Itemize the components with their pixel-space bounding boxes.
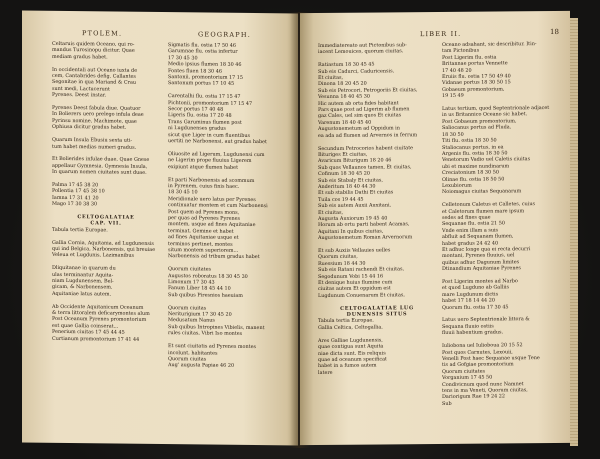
text-line: Avaricum Biturigum 18 20 46 — [318, 157, 392, 165]
text-line: Tabula tertia Europae. — [318, 318, 374, 325]
text-line: 17 40 48 20 — [442, 67, 472, 74]
text-line: Saliocanus portus ad Fluda. — [442, 124, 512, 132]
text-line: Augustos roboratus 18 30 45 30 — [168, 272, 248, 280]
text-line: Ratiastum 18 30 45 45 — [318, 61, 375, 69]
text-line: mandus Turosinopu dicitur. Quae — [52, 47, 135, 55]
right-column-2 — [442, 41, 560, 407]
text-line: Quorum ciuitas — [168, 304, 207, 312]
text-line: Venetorum Vadio uel Caletis ciuitas — [442, 156, 531, 164]
text-line: Meridionale uero latus per Pyrenes — [168, 195, 256, 203]
right-column-1 — [318, 42, 436, 376]
text-line: cem, Cantabrides defig. Callantes — [52, 72, 136, 80]
text-line: In quarum nomen ciuitates sunt duae. — [52, 168, 147, 176]
text-line: Aug' augusta Papiae 46 20 — [168, 362, 235, 370]
text-line: Pyrenes. Deest instar. — [52, 92, 107, 99]
text-line: mediam gradus habet. — [52, 53, 108, 61]
text-line: Ruessium 18 44 30 — [318, 260, 366, 267]
text-line: gicam, & Narbonensem. — [52, 284, 113, 291]
text-line: Cofinum 18 30 45 20 — [318, 170, 370, 178]
text-line: Quorum ciuitas — [168, 355, 207, 363]
text-line: ea ada ad flumen ad Arvernos in ferrum — [318, 131, 418, 139]
text-line: Sequanae flu. ostia 21 50 — [442, 220, 505, 228]
text-line: Aquitaniae latus autem. — [52, 290, 112, 298]
text-line: Palma 17 45 38 20 — [52, 181, 99, 189]
text-line: in Pyrenem, cuius finis haec. — [168, 183, 240, 190]
text-line: Ligeris flu. ostia 17 20 48 — [168, 112, 232, 120]
text-line: gaz Cales, uel sim quos Et ciuitas — [318, 112, 402, 120]
text-line: per quas ad Pyrenes Pyrenes — [168, 215, 241, 222]
text-line: Creciatonium 18 30 50 — [442, 169, 499, 177]
text-line: Dtinandium Aquitaniae Pyrenes — [442, 265, 521, 273]
text-line: niam Lugdunensem, Bel- — [52, 277, 114, 285]
text-line: Celtaruis quidem Oceano, qui ro- — [52, 40, 135, 48]
text-line: CELTOGALATIAE — [77, 214, 135, 221]
text-line: Et Bolierides infulae duae, Quae Gnese — [52, 156, 150, 164]
text-line: Pyrinsu nomine, Machimote, quae — [52, 117, 137, 125]
text-line: Sequana fluuio ostiis — [442, 323, 494, 330]
left-page — [22, 11, 298, 446]
text-line: continuatur montem et cum Narbonensi — [168, 202, 268, 210]
text-line: 17 30 45 30 — [168, 54, 198, 62]
text-line: Oceano adsahant, sic describitur. Itin- — [442, 41, 537, 48]
text-line: montani, Pyrenes fluuius, uel — [442, 252, 515, 260]
text-line: Oliuosite ad Ligerum, Lugdunensi cum — [168, 150, 265, 159]
text-line: ad fines Aquitaniae usque et — [168, 234, 239, 242]
text-line: Lugdunum Conuenarum Et ciuitas, — [318, 292, 405, 299]
text-line: 18 30 45 10 — [168, 189, 198, 196]
text-line: Et sunt ciuitatis ad Pyrenes montes — [168, 343, 257, 351]
text-line: latere — [318, 369, 333, 376]
text-line: tis ad Gofgiae promontorium — [442, 361, 514, 369]
text-line: Secundum Petrocorios habent ciuitate — [318, 144, 414, 152]
text-line: qui ind Belgica, Narbonensis, qui breuiae — [52, 245, 156, 253]
text-line: Staliocanus portus, in ea — [442, 143, 504, 151]
text-line: Segodunum Vobi 15 44 16 — [318, 273, 384, 280]
text-line: Mago 17 30 38 30 — [52, 201, 98, 208]
text-line: Neriturigium 17 30 45 20 — [168, 311, 232, 318]
text-line: Gallia Cornia, Aquitania, ad Lugdunensis — [52, 239, 154, 247]
text-line: Fanum Liber 18 45 44 10 — [168, 285, 231, 293]
left-running-head-right: GEOGRAPH. — [198, 30, 251, 39]
text-line: Bituriges Et ciuitas, — [318, 151, 368, 158]
text-line: Tabula tertia Europae. — [52, 226, 108, 234]
text-line: Gobaeum promontorium, — [442, 86, 505, 93]
text-line: Santonum portus 17 10 45 — [168, 80, 235, 88]
text-line: habet 17 18 14 44 20 — [442, 297, 495, 305]
text-line: Varenum 18 40 45 40 — [318, 119, 372, 126]
left-column-2 — [168, 42, 286, 370]
text-line: uertiti ne Narbonensi, aut gradus habet — [168, 138, 267, 146]
text-line: ulas terminantur Aquita- — [52, 271, 114, 279]
text-line: appellaur Gymnesia. Gymnesia Insula, — [52, 162, 148, 170]
text-line: Lexubiorum — [442, 182, 472, 189]
text-line: et Caletorum flumen mare ipsum — [442, 207, 525, 215]
text-line: sunt medi, Lactucerunt — [52, 85, 110, 93]
text-line: Veleua et Lugdunis, Lazimanibus — [52, 252, 134, 260]
text-line: Dinona 18 20 45 20 — [318, 81, 367, 88]
text-line: 18 30 50 — [442, 131, 464, 138]
text-line: sicut que Liger in cum fluentibus — [168, 131, 251, 139]
text-line: Sub quos Vellaunos tamen, Et ciuitas, — [318, 163, 412, 171]
text-line: Aquitani In quibus ciuitas, — [318, 228, 384, 235]
text-line: Et denique huius flumine cum — [318, 279, 393, 287]
text-line: rules ciuitas, Vibri Iso montes — [168, 330, 243, 338]
text-line: Iuliobona uel Iulioboua 20 15 52 — [442, 342, 523, 350]
text-line: Post quos Carnutes, Lexouii, — [442, 348, 513, 356]
right-page — [300, 11, 570, 445]
text-line: Anderitum 18 40 44 30 — [318, 183, 376, 190]
text-line: Sub eis Stabaly Et ciuitas, — [318, 176, 383, 184]
text-line: quibus adhuc Dagunum limites — [442, 259, 520, 266]
text-line: Pars quae post ad Ligerim ab flumen — [318, 106, 410, 114]
text-line: Post quem ad Pyrenes mons, — [168, 208, 240, 216]
text-line: incolunt, habitantes — [168, 349, 218, 357]
page-number: 18 — [550, 27, 559, 36]
text-line: Garumnae flu. ostia infertur — [168, 48, 238, 56]
text-line: et quod Lugduno ab Galliis — [442, 284, 509, 292]
text-line: Trans Garuminus flumen post — [168, 118, 242, 126]
text-line: tens in ma Veneti, Quorum ciuitas, — [442, 387, 528, 394]
text-line: Latus uero Septentrionale littora & — [442, 316, 530, 324]
text-line: terminos pertinet, montes — [168, 240, 233, 248]
text-line: Sub — [442, 400, 452, 407]
text-line: Venelli Post haec Sequanae usque Tene — [442, 354, 540, 362]
text-line: Medusatum Nanus — [168, 317, 215, 325]
text-line: Iamna 17 31 41 20 — [52, 194, 99, 202]
text-line: Post Ligerim montes ad Narbo — [442, 278, 518, 285]
text-line: Horum ab ortu parti habent Acamas, — [318, 221, 410, 229]
text-line: Quorum ciuitas, — [318, 254, 358, 261]
text-line: exipiunt atque flumen habet — [168, 163, 239, 171]
text-line: Augustonemetum Roman Arvernorum — [318, 234, 413, 242]
text-line: ne Ligerim prope fluuius Ligerem — [168, 157, 252, 165]
text-line: Et sub Auxiis Vellauies uelles — [318, 247, 391, 255]
text-line: Sub eis Cadurci, Caduricensis. — [318, 67, 395, 75]
text-line: quae ad oceanum specificat — [318, 356, 387, 363]
text-line: Dariorigum Rae 19 24 22 — [442, 393, 505, 401]
text-line: Latus tertium, quod Septentrionale adjacet — [442, 105, 550, 113]
text-line: Penerium ciuitas 17 45 44 45 — [52, 329, 125, 336]
text-line: 19 15 49 — [442, 92, 464, 100]
text-line: Fontes fluen 18 30 46 — [168, 67, 222, 75]
text-line: Condivicnum quod nunc Namnet — [442, 380, 524, 388]
text-line: Vesunna 18 40 45 30 — [318, 93, 370, 101]
text-line: CELTOGALATIAE LUG — [340, 304, 414, 312]
left-running-head: PTOLEM. — [82, 29, 123, 38]
text-line: Et parti Narbonensis ad scommum — [168, 176, 255, 184]
text-line: Sub eis autem Auxii Auxitani, — [318, 202, 392, 210]
text-line: In occidentali aut Oceano iuxta de — [52, 66, 138, 74]
open-book — [22, 12, 578, 450]
text-line: CAP. VII. — [90, 220, 122, 227]
text-line: quae contigua sunt Aquita — [318, 343, 384, 351]
text-line: Sub eis Petrocori, Petrogoriis Et ciuitas, — [318, 86, 418, 94]
text-line: Eruiis flu. ostia 17 50 49 40 — [442, 73, 511, 80]
text-line: In Bolierers uero prelego infula deae — [52, 111, 144, 119]
text-line: Et ciuitas, — [318, 74, 344, 82]
text-line: ni Lugdunenses gradus — [168, 125, 226, 132]
text-line: Ophiusa dicitur gradus habet. — [52, 124, 127, 131]
text-line: Quarum Insula Ebusiu sexta uti- — [52, 136, 133, 144]
text-line: Noiomagus ciuitas Sequanarum — [442, 188, 522, 196]
text-line: montem, usque ad fines Aquitaniae — [168, 221, 256, 229]
text-line: Medio ipsius flumen 18 30 46 — [168, 61, 242, 69]
text-line: Secor portus 17 40 48 — [168, 106, 224, 113]
text-line: Vnde enim illam a suis — [442, 227, 499, 234]
text-line: Dliquitanae in quarum du — [52, 265, 116, 272]
text-line: Limonum 17 30 43 — [168, 279, 215, 286]
text-line: Pollentia 17 45 38 10 — [52, 188, 105, 195]
text-line: Post Gobaeum promontorium, — [442, 118, 517, 125]
text-line: Narbonensis ad tribum gradus habet — [168, 253, 260, 261]
text-line: tum habet medias numeri gradus. — [52, 143, 137, 151]
text-line: situm montem superiorem... — [168, 247, 239, 254]
text-line: Pyrenes Deest fabula diue. Quatuor — [52, 104, 141, 112]
text-line: sedes ad fines quae — [442, 214, 491, 221]
text-line: Sigmatis flu. ostia 17 50 46 — [168, 42, 236, 49]
text-line: terminat, Gemine et habet — [168, 227, 234, 235]
text-line: Titi flu. ostia 18 30 50 — [442, 137, 497, 145]
text-line: Segonitae in qua Mariand & Crau — [52, 79, 137, 87]
text-line: Sub eis Ratani rachendi Et ciuitas, — [318, 266, 405, 274]
text-line: Olinae flu. ostia 18 50 50 — [442, 175, 505, 183]
right-running-head: LIBER II. — [420, 29, 462, 39]
text-line: ciuitas autem Et oppidum est — [318, 285, 391, 293]
text-line: Et sub stabilis Dathi Et ciuitas — [318, 189, 394, 197]
text-line: Post Oceanum Pyrenes promontorium — [52, 316, 147, 324]
text-line: Tuila cos 19 44 45 — [318, 196, 364, 203]
text-line: abfluit ad Sequanam flumen, — [442, 233, 514, 241]
text-line: Vorganium 17 45 50 — [442, 374, 493, 382]
text-line: Hic autem ab orta fides habitant — [318, 99, 399, 107]
text-line: Gallia Celtica, Celtogallia. — [318, 324, 383, 331]
text-line: Ares Galliae Lugdunensis, — [318, 337, 383, 344]
text-line: Post Ligerim flu. ostia — [442, 54, 497, 61]
text-line: iacent Lemouices, quorum ciuitas. — [318, 48, 404, 56]
page-edges — [570, 18, 578, 446]
left-column-1 — [52, 41, 160, 343]
text-line: Quorum flu. ostia 17 30 45 — [442, 304, 509, 311]
text-line: & terra littoralem deficarymontes alum — [52, 309, 150, 317]
text-line: Ab Occidente Aquitanicum Oceanum — [52, 303, 144, 311]
text-line: tam Pictonibus — [442, 48, 480, 55]
text-line: fluuii habentium gradus. — [442, 329, 504, 337]
text-line: Santonii, promontorium 17 15 — [168, 74, 244, 81]
text-line: habet gradus 24 42 40 — [442, 240, 499, 247]
text-line: Vidanae portus 18 30 50 15 — [442, 79, 511, 87]
text-line: Celletonum Caletus et Calletes, cuius — [442, 201, 536, 209]
text-line: in us Britannico Oceano sic habet. — [442, 111, 528, 119]
text-line: Immediatereato aut Pictonibus sub- — [318, 42, 407, 50]
text-line: Britannae portus Vennette — [442, 60, 508, 68]
text-line: mare Lugdunum dictis — [442, 291, 499, 298]
text-line: Et ciuitas, — [318, 209, 344, 216]
text-line: Et adhuc longe qua ei recta decurri — [442, 246, 531, 253]
text-line: ubi et maxime nundinarum — [442, 163, 510, 170]
text-line: DUNENSIS SITUS — [346, 311, 408, 318]
text-line: Curtianum promontorium 17 41 44 — [52, 335, 140, 343]
text-line: habet in a fumos autem — [318, 362, 377, 370]
text-line: Sub quibus Intropines Vibielis, manent — [168, 323, 265, 331]
text-line: Quorum ciuitates — [442, 368, 486, 375]
text-line: Pichtonii, promontorium 17 15 47 — [168, 99, 253, 107]
text-line: Quorum ciuitates — [168, 266, 212, 273]
text-line: Sub quibus Piresnios haeuiam — [168, 291, 243, 299]
text-line: niae dicta sunt. Eis reliquis — [318, 349, 386, 357]
text-line: Augusta Auxiorum 19 45 40 — [318, 215, 388, 222]
text-line: Argenis flu. ostia 18 30 50 — [442, 150, 508, 157]
text-line: Carentalhi flu. ostia 17 15 47 — [168, 93, 241, 101]
text-line: est quae Gallia coinserat... — [52, 322, 119, 330]
text-line: Augustonemetum ad Oppidum in — [318, 125, 400, 133]
